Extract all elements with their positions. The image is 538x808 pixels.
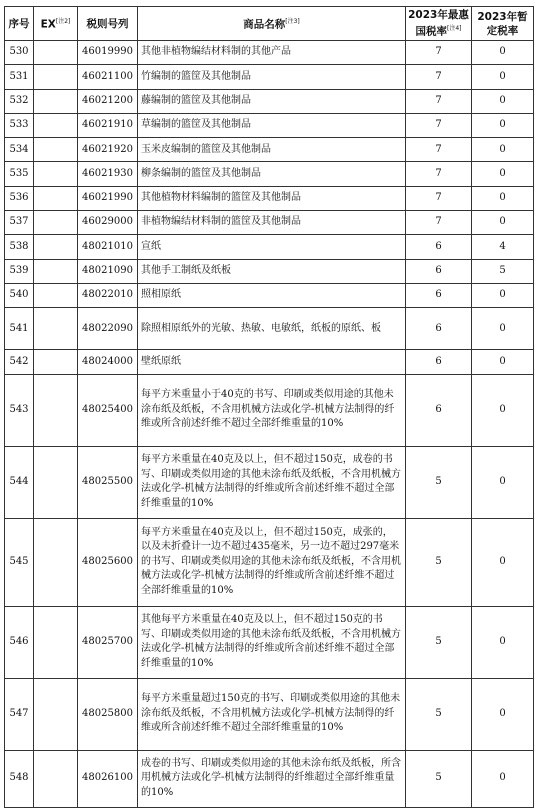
cell-ex [34, 750, 78, 807]
cell-temp-rate: 0 [472, 113, 534, 137]
header-temp-rate: 2023年暂 定税率 [472, 7, 534, 41]
cell-ex [34, 606, 78, 678]
cell-seq: 530 [5, 41, 34, 65]
cell-seq: 536 [5, 186, 34, 210]
table-row [5, 350, 534, 374]
header-mfn-rate: 2023年最惠 国税率[注4] [406, 7, 472, 41]
cell-mfn-rate: 5 [406, 518, 472, 606]
cell-mfn-rate: 7 [406, 186, 472, 210]
table-row [5, 259, 534, 283]
cell-seq: 538 [5, 235, 34, 259]
tariff-table [4, 6, 534, 808]
cell-seq: 543 [5, 374, 34, 446]
cell-seq: 535 [5, 162, 34, 186]
cell-ex [34, 65, 78, 89]
cell-mfn-rate: 5 [406, 446, 472, 518]
cell-mfn-rate: 6 [406, 283, 472, 307]
cell-name: 其他手工制纸及纸板 [138, 259, 406, 283]
cell-mfn-rate: 7 [406, 162, 472, 186]
cell-code: 48025800 [78, 678, 138, 750]
cell-mfn-rate: 7 [406, 41, 472, 65]
cell-seq: 541 [5, 308, 34, 350]
header-name: 商品名称[注3] [138, 7, 406, 41]
cell-temp-rate: 0 [472, 211, 534, 235]
cell-ex [34, 283, 78, 307]
cell-name: 成卷的书写、印刷或类似用途的其他未涂布纸及纸板，所含用机械方法或化学-机械方法制得的纤维超过全部纤维重量的10% [138, 750, 406, 807]
cell-temp-rate: 0 [472, 89, 534, 113]
cell-temp-rate: 0 [472, 350, 534, 374]
cell-code: 46021930 [78, 162, 138, 186]
cell-name: 柳条编制的篮筐及其他制品 [138, 162, 406, 186]
cell-seq: 544 [5, 446, 34, 518]
cell-code: 46021990 [78, 186, 138, 210]
cell-name: 其他每平方米重量在40克及以上，但不超过150克的书写、印刷或类似用途的其他未涂布纸及纸板，不含用机械方法或化学-机械方法制得的纤维或所含前述纤维不超过全部纤维重量的10% [138, 606, 406, 678]
table-row [5, 374, 534, 446]
cell-mfn-rate: 7 [406, 211, 472, 235]
cell-seq: 547 [5, 678, 34, 750]
cell-name: 藤编制的篮筐及其他制品 [138, 89, 406, 113]
header-code: 税则号列 [78, 7, 138, 41]
table-row [5, 446, 534, 518]
cell-seq: 540 [5, 283, 34, 307]
table-header-row [5, 7, 534, 41]
cell-code: 48026100 [78, 750, 138, 807]
cell-code: 48021090 [78, 259, 138, 283]
cell-temp-rate: 4 [472, 235, 534, 259]
cell-temp-rate: 0 [472, 374, 534, 446]
cell-ex [34, 211, 78, 235]
table-row [5, 65, 534, 89]
cell-name: 草编制的篮筐及其他制品 [138, 113, 406, 137]
cell-ex [34, 374, 78, 446]
cell-seq: 533 [5, 113, 34, 137]
cell-seq: 545 [5, 518, 34, 606]
cell-name: 壁纸原纸 [138, 350, 406, 374]
cell-ex [34, 138, 78, 162]
cell-mfn-rate: 7 [406, 138, 472, 162]
cell-ex [34, 113, 78, 137]
cell-code: 46021100 [78, 65, 138, 89]
cell-ex [34, 446, 78, 518]
table-row [5, 283, 534, 307]
cell-name: 照相原纸 [138, 283, 406, 307]
cell-code: 48022090 [78, 308, 138, 350]
cell-mfn-rate: 6 [406, 374, 472, 446]
cell-code: 46019990 [78, 41, 138, 65]
cell-temp-rate: 0 [472, 65, 534, 89]
cell-temp-rate: 0 [472, 283, 534, 307]
cell-mfn-rate: 5 [406, 678, 472, 750]
table-row [5, 41, 534, 65]
cell-mfn-rate: 5 [406, 606, 472, 678]
cell-ex [34, 308, 78, 350]
table-row [5, 308, 534, 350]
header-seq: 序号 [5, 7, 34, 41]
table-row [5, 678, 534, 750]
cell-mfn-rate: 6 [406, 235, 472, 259]
cell-seq: 534 [5, 138, 34, 162]
cell-seq: 546 [5, 606, 34, 678]
cell-temp-rate: 0 [472, 446, 534, 518]
cell-ex [34, 518, 78, 606]
cell-ex [34, 259, 78, 283]
cell-mfn-rate: 7 [406, 89, 472, 113]
cell-code: 46021910 [78, 113, 138, 137]
cell-code: 46021920 [78, 138, 138, 162]
cell-seq: 548 [5, 750, 34, 807]
cell-mfn-rate: 6 [406, 259, 472, 283]
cell-seq: 532 [5, 89, 34, 113]
header-mfn-note: [注4] [447, 25, 462, 33]
cell-code: 48025600 [78, 518, 138, 606]
cell-seq: 537 [5, 211, 34, 235]
table-body [5, 41, 534, 808]
cell-name: 竹编制的篮筐及其他制品 [138, 65, 406, 89]
table-row [5, 186, 534, 210]
cell-temp-rate: 0 [472, 138, 534, 162]
cell-name: 玉米皮编制的篮筐及其他制品 [138, 138, 406, 162]
header-ex-note: [注2] [55, 18, 71, 26]
cell-ex [34, 678, 78, 750]
cell-temp-rate: 0 [472, 518, 534, 606]
cell-code: 48025500 [78, 446, 138, 518]
cell-name: 除照相原纸外的光敏、热敏、电敏纸，纸板的原纸、板 [138, 308, 406, 350]
cell-mfn-rate: 7 [406, 65, 472, 89]
cell-code: 46029000 [78, 211, 138, 235]
cell-mfn-rate: 6 [406, 308, 472, 350]
table-row [5, 518, 534, 606]
cell-seq: 531 [5, 65, 34, 89]
table-row [5, 606, 534, 678]
cell-temp-rate: 0 [472, 162, 534, 186]
table-row [5, 89, 534, 113]
table-row [5, 162, 534, 186]
cell-code: 48025400 [78, 374, 138, 446]
cell-ex [34, 41, 78, 65]
cell-ex [34, 162, 78, 186]
cell-seq: 542 [5, 350, 34, 374]
cell-name: 其他非植物编结材料制的其他产品 [138, 41, 406, 65]
cell-code: 48021010 [78, 235, 138, 259]
cell-ex [34, 186, 78, 210]
cell-temp-rate: 0 [472, 41, 534, 65]
table-row [5, 750, 534, 807]
cell-temp-rate: 5 [472, 259, 534, 283]
cell-ex [34, 350, 78, 374]
table-row [5, 138, 534, 162]
cell-name: 宣纸 [138, 235, 406, 259]
cell-mfn-rate: 5 [406, 750, 472, 807]
cell-name: 其他植物材料编制的篮筐及其他制品 [138, 186, 406, 210]
cell-temp-rate: 0 [472, 186, 534, 210]
cell-temp-rate: 0 [472, 606, 534, 678]
cell-name: 每平方米重量在40克及以上，但不超过150克，成张的，以及未折叠计一边不超过435毫米，另一边不超过297毫米的书写、印刷或类似用途的其他未涂布纸及纸板，不含用机械方法或化学-机械方法制得的纤维或所含前述纤维不超过全部纤维重量的10% [138, 518, 406, 606]
cell-name: 每平方米重量在40克及以上，但不超过150克，成卷的书写、印刷或类似用途的其他未涂布纸及纸板，不含用机械方法或化学-机械方法制得的纤维或所含前述纤维不超过全部纤维重量的10% [138, 446, 406, 518]
cell-name: 每平方米重量超过150克的书写、印刷或类似用途的其他未涂布纸及纸板，不含用机械方法或化学-机械方法制得的纤维或所含前述纤维不超过全部纤维重量的10% [138, 678, 406, 750]
header-name-note: [注3] [285, 18, 300, 26]
header-ex: EX[注2] [34, 7, 78, 41]
cell-temp-rate: 0 [472, 678, 534, 750]
cell-seq: 539 [5, 259, 34, 283]
table-row [5, 235, 534, 259]
cell-temp-rate: 0 [472, 308, 534, 350]
cell-code: 46021200 [78, 89, 138, 113]
cell-name: 每平方米重量小于40克的书写、印刷或类似用途的其他未涂布纸及纸板，不含用机械方法或化学-机械方法制得的纤维或所含前述纤维不超过全部纤维重量的10% [138, 374, 406, 446]
cell-ex [34, 235, 78, 259]
table-row [5, 211, 534, 235]
cell-temp-rate: 0 [472, 750, 534, 807]
cell-code: 48025700 [78, 606, 138, 678]
cell-code: 48024000 [78, 350, 138, 374]
cell-code: 48022010 [78, 283, 138, 307]
cell-name: 非植物编结材料制的篮筐及其他制品 [138, 211, 406, 235]
table-row [5, 113, 534, 137]
cell-mfn-rate: 7 [406, 113, 472, 137]
cell-ex [34, 89, 78, 113]
cell-mfn-rate: 6 [406, 350, 472, 374]
